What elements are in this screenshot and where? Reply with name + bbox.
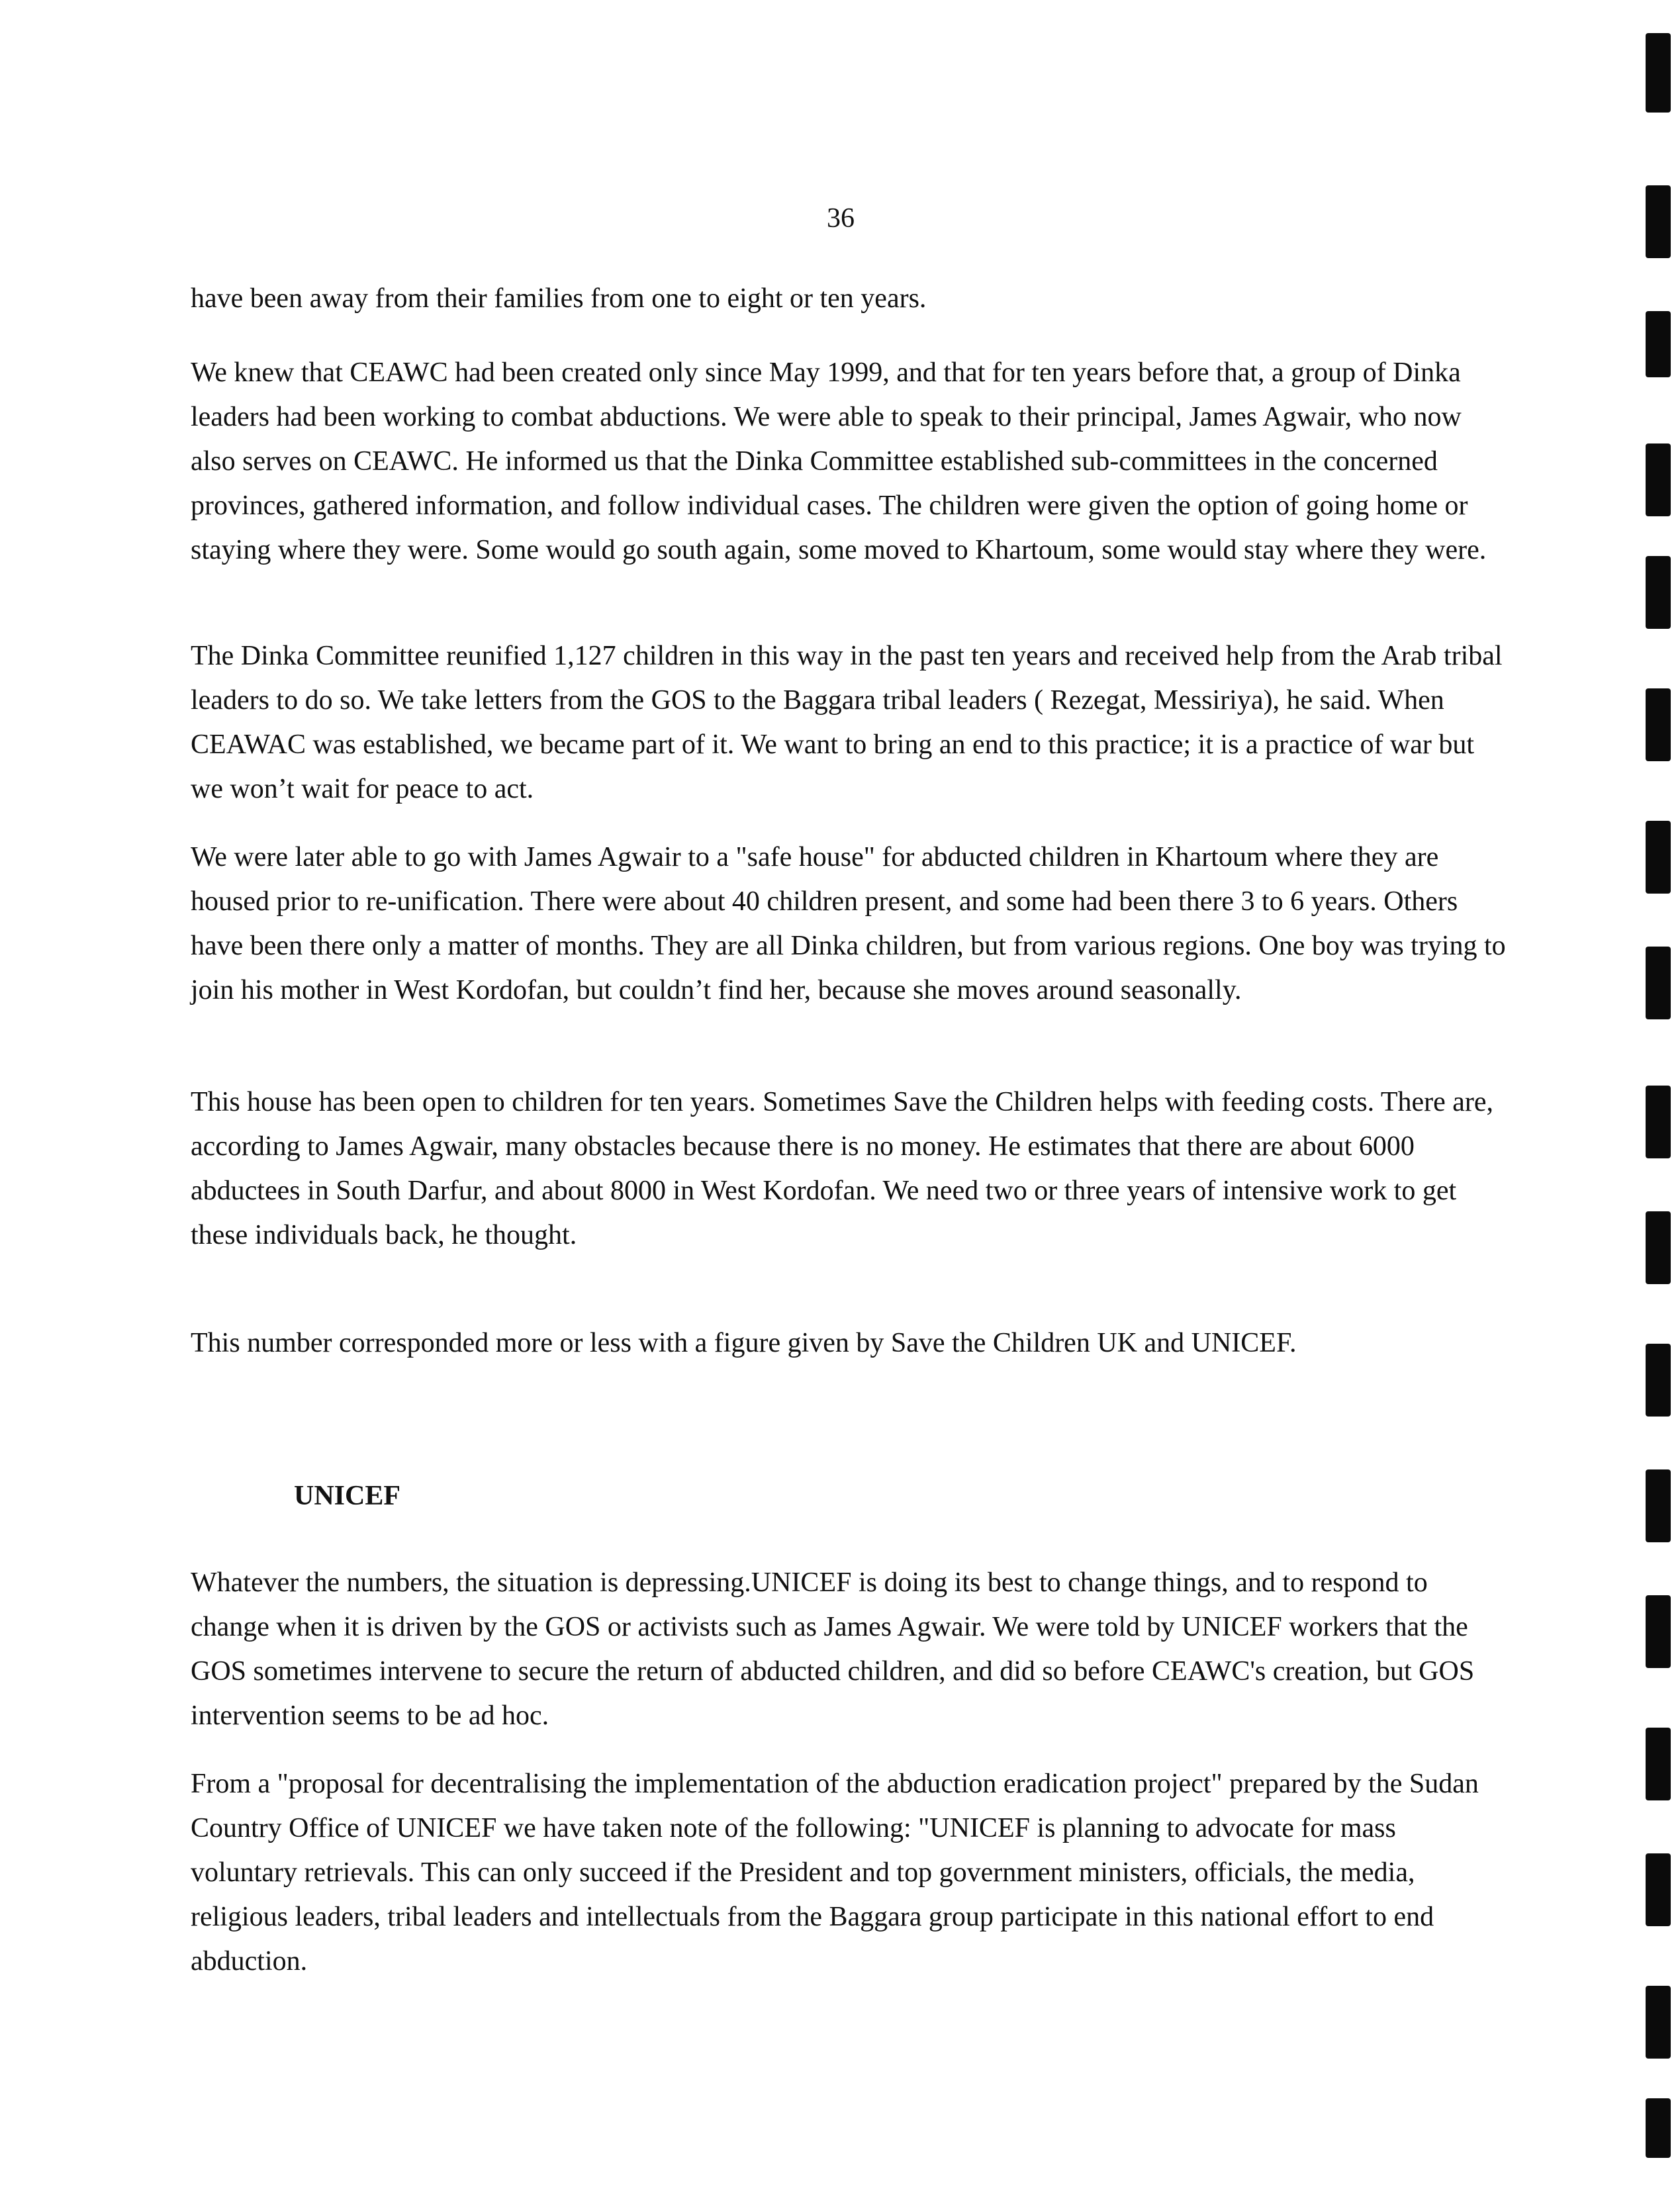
binding-mark [1646, 1853, 1671, 1926]
binding-mark [1646, 556, 1671, 629]
paragraph-1 [191, 277, 1508, 321]
binding-mark [1646, 821, 1671, 894]
binding-mark [1646, 1086, 1671, 1158]
section-heading: UNICEF [294, 1481, 401, 1511]
paragraph-4 [191, 835, 1508, 1013]
binding-mark [1646, 33, 1671, 113]
binding-mark [1646, 2098, 1671, 2158]
binding-mark [1646, 1344, 1671, 1417]
paragraph-text: The Dinka Committee reunified 1,127 children in this way in the past ten years and received help from the Arab tribal leaders to do so. We take letters from the GOS to the Baggara tribal leaders ( Rezegat, Messiriya), he said. When CEAWAC was established, we became part of it. We want to bring an end to this practice; it is a practice of war but we won’t wait for peace to act. [191, 641, 1503, 804]
binding-mark [1646, 1211, 1671, 1284]
binding-mark [1646, 311, 1671, 377]
page-number: 36 [827, 203, 855, 234]
scan-binding-marks [1634, 26, 1671, 2171]
binding-mark [1646, 443, 1671, 516]
paragraph-text: We knew that CEAWC had been created only since May 1999, and that for ten years before that, a group of Dinka leaders had been working to combat abductions. We were able to speak to their principal, James Agwair, who now also serves on CEAWC. He informed us that the Dinka Committee established sub-committees in the concerned provinces, gathered information, and follow individual cases. The children were given the option of going home or staying where they were. Some would go south again, some moved to Khartoum, some would stay where they were. [191, 357, 1487, 565]
paragraph-text: We were later able to go with James Agwair to a "safe house" for abducted children in Khartoum where they are housed prior to re-unification. There were about 40 children present, and some had been there 3 to 6 years. Others have been there only a matter of months. They are all Dinka children, but from various regions. One boy was trying to join his mother in West Kordofan, but couldn’t find her, because she moves around seasonally. [191, 842, 1506, 1005]
binding-mark [1646, 1986, 1671, 2059]
paragraph-5 [191, 1080, 1508, 1258]
paragraph-3 [191, 634, 1508, 812]
binding-mark [1646, 1728, 1671, 1800]
binding-mark [1646, 185, 1671, 258]
paragraph-6 [191, 1321, 1508, 1366]
paragraph-text: have been away from their families from one to eight or ten years. [191, 283, 927, 314]
paragraph-8 [191, 1762, 1508, 1984]
paragraph-text: From a "proposal for decentralising the implementation of the abduction eradication project" prepared by the Sudan Country Office of UNICEF we have taken note of the following: "UNICEF is planning to advocate for mass voluntary retrievals. This can only succeed if the President and top government ministers, officials, the media, religious leaders, tribal leaders and intellectuals from the Baggara group participate in this national effort to end abduction. [191, 1769, 1479, 1977]
binding-mark [1646, 947, 1671, 1019]
binding-mark [1646, 688, 1671, 761]
binding-mark [1646, 1469, 1671, 1542]
paragraph-2 [191, 351, 1508, 573]
binding-mark [1646, 1595, 1671, 1668]
paragraph-text: This number corresponded more or less with a figure given by Save the Children UK and UNICEF. [191, 1328, 1297, 1358]
paragraph-text: This house has been open to children for ten years. Sometimes Save the Children helps with feeding costs. There are, according to James Agwair, many obstacles because there is no money. He estimates that there are about 6000 abductees in South Darfur, and about 8000 in West Kordofan. We need two or three years of intensive work to get these individuals back, he thought. [191, 1087, 1494, 1250]
paragraph-7 [191, 1561, 1508, 1738]
paragraph-text: Whatever the numbers, the situation is depressing.UNICEF is doing its best to change things, and to respond to change when it is driven by the GOS or activists such as James Agwair. We were told by UNICEF workers that the GOS sometimes intervene to secure the return of abducted children, and did so before CEAWC's creation, but GOS intervention seems to be ad hoc. [191, 1567, 1475, 1731]
